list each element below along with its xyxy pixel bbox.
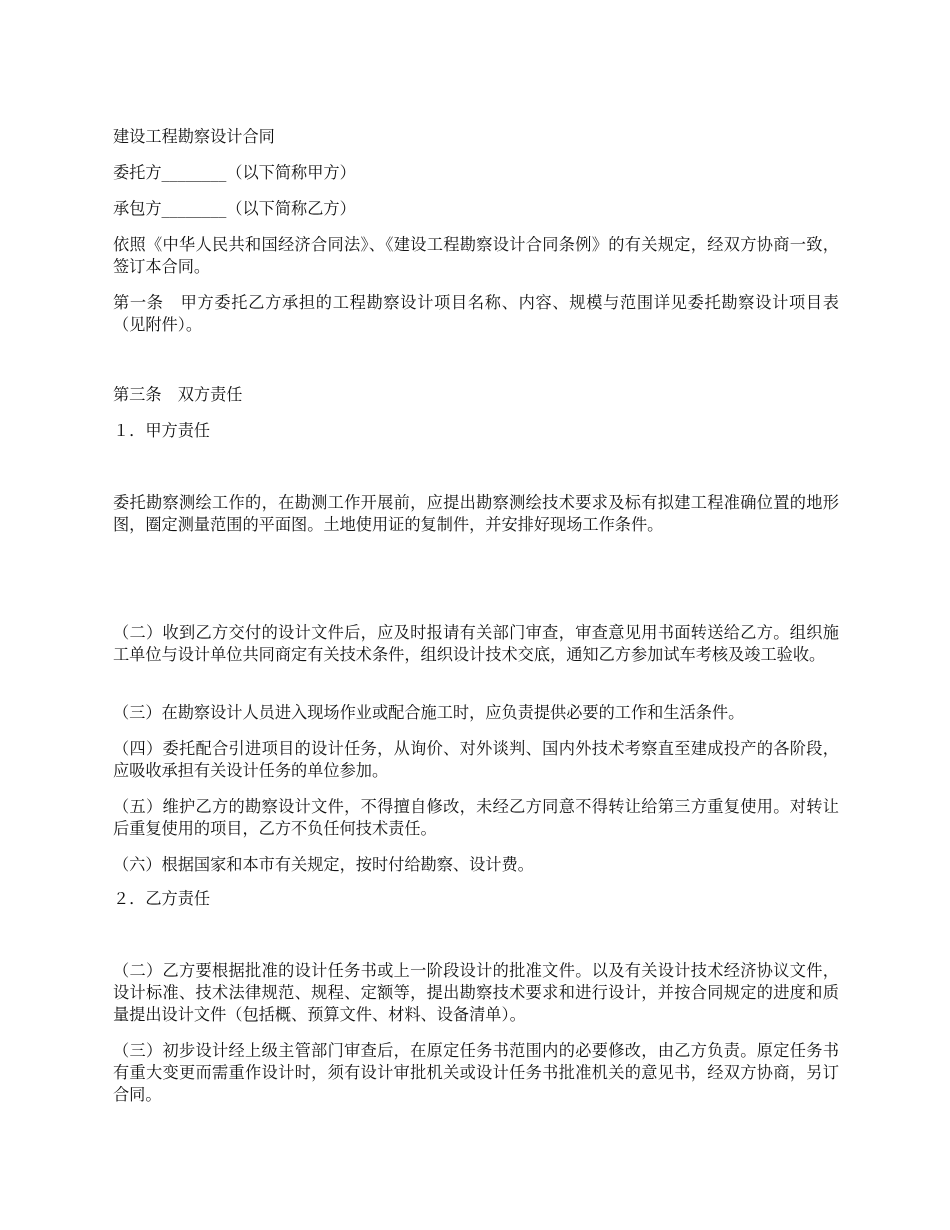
party-a-duty-6: （六）根据国家和本市有关规定，按时付给勘察、设计费。 bbox=[113, 855, 534, 874]
party-a-duty-4: （四）委托配合引进项目的设计任务，从询价、对外谈判、国内外技术考察直至建成投产的各阶段，应吸收承担有关设计任务的单位参加。 bbox=[113, 739, 839, 780]
party-a-duty-2: （二）收到乙方交付的设计文件后，应及时报请有关部门审查，审查意见用书面转送给乙方。组织施工单位与设计单位共同商定有关技术条件，组织设计技术交底，通知乙方参加试车考核及竣工验收。 bbox=[113, 623, 839, 664]
party-b-duty-3: （三）初步设计经上级主管部门审查后，在原定任务书范围内的必要修改，由乙方负责。原定任务书有重大变更而需重作设计时，须有设计审批机关或设计任务书批准机关的意见书，经双方协商，另订合同。 bbox=[113, 1041, 839, 1104]
party-b-duties-heading: ２．乙方责任 bbox=[113, 889, 211, 908]
article-1-paragraph: 第一条 甲方委托乙方承担的工程勘察设计项目名称、内容、规模与范围详见委托勘察设计项目表（见附件）。 bbox=[113, 293, 839, 334]
party-a-duty-5: （五）维护乙方的勘察设计文件，不得擅自修改，未经乙方同意不得转让给第三方重复使用。对转让后重复使用的项目，乙方不负任何技术责任。 bbox=[113, 797, 839, 838]
party-a-line: 委托方________（以下简称甲方） bbox=[113, 163, 356, 182]
party-a-duties-heading: １．甲方责任 bbox=[113, 421, 211, 440]
document-title: 建设工程勘察设计合同 bbox=[113, 127, 275, 146]
party-b-duty-2: （二）乙方要根据批准的设计任务书或上一阶段设计的批准文件。以及有关设计技术经济协议文件，设计标准、技术法律规范、规程、定额等，提出勘察技术要求和进行设计，并按合同规定的进度和质量提出设计文件（包括概、预算文件、材料、设备清单）。 bbox=[113, 961, 839, 1024]
party-b-line: 承包方________（以下简称乙方） bbox=[113, 199, 356, 218]
party-a-duty-3: （三）在勘察设计人员进入现场作业或配合施工时，应负责提供必要的工作和生活条件。 bbox=[113, 703, 745, 722]
party-a-duty-survey: 委托勘察测绘工作的，在勘测工作开展前，应提出勘察测绘技术要求及标有拟建工程准确位置的地形图，圈定测量范围的平面图。土地使用证的复制件，并安排好现场工作条件。 bbox=[113, 493, 839, 534]
article-3-heading: 第三条 双方责任 bbox=[113, 385, 243, 404]
intro-paragraph: 依照《中华人民共和国经济合同法》、《建设工程勘察设计合同条例》的有关规定，经双方协商一致，签订本合同。 bbox=[113, 235, 839, 276]
